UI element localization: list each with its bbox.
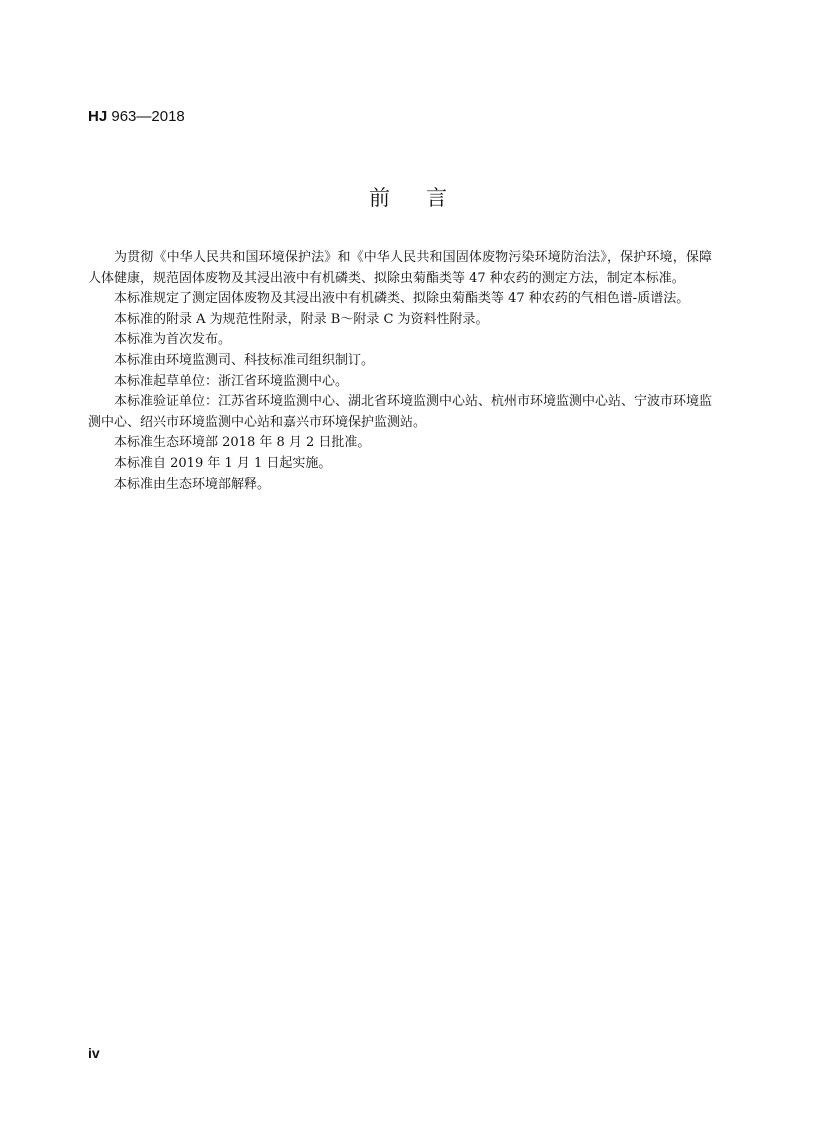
standard-number: 963—2018 — [107, 108, 185, 125]
paragraph: 本标准起草单位：浙江省环境监测中心。 — [114, 373, 349, 389]
paragraph: 本标准由环境监测司、科技标准司组织制订。 — [114, 352, 375, 368]
paragraph: 本标准规定了测定固体废物及其浸出液中有机磷类、拟除虫菊酯类等 47 种农药的气相色谱-质谱法。 — [114, 291, 690, 307]
standard-code — [88, 108, 185, 126]
preface-body — [88, 248, 712, 495]
paragraph: 本标准自 2019 年 1 月 1 日起实施。 — [114, 455, 332, 471]
paragraph: 本标准验证单位：江苏省环境监测中心、湖北省环境监测中心站、杭州市环境监测中心站、宁波市环境监测中心、绍兴市环境监测中心站和嘉兴市环境保护监测站。 — [88, 394, 713, 430]
paragraph: 本标准由生态环境部解释。 — [114, 476, 271, 492]
paragraph: 本标准的附录 A 为规范性附录，附录 B～附录 C 为资料性附录。 — [114, 311, 489, 327]
paragraph: 本标准为首次发布。 — [114, 332, 232, 348]
standard-prefix: HJ — [88, 108, 108, 125]
paragraph: 本标准生态环境部 2018 年 8 月 2 日批准。 — [114, 435, 371, 451]
page-number: iv — [88, 1045, 100, 1061]
paragraph: 为贯彻《中华人民共和国环境保护法》和《中华人民共和国固体废物污染环境防治法》，保护环境，保障人体健康，规范固体废物及其浸出液中有机磷类、拟除虫菊酯类等 47 种农药的测定方法，制定本标准。 — [88, 250, 712, 286]
page-title: 前言 — [369, 186, 483, 210]
